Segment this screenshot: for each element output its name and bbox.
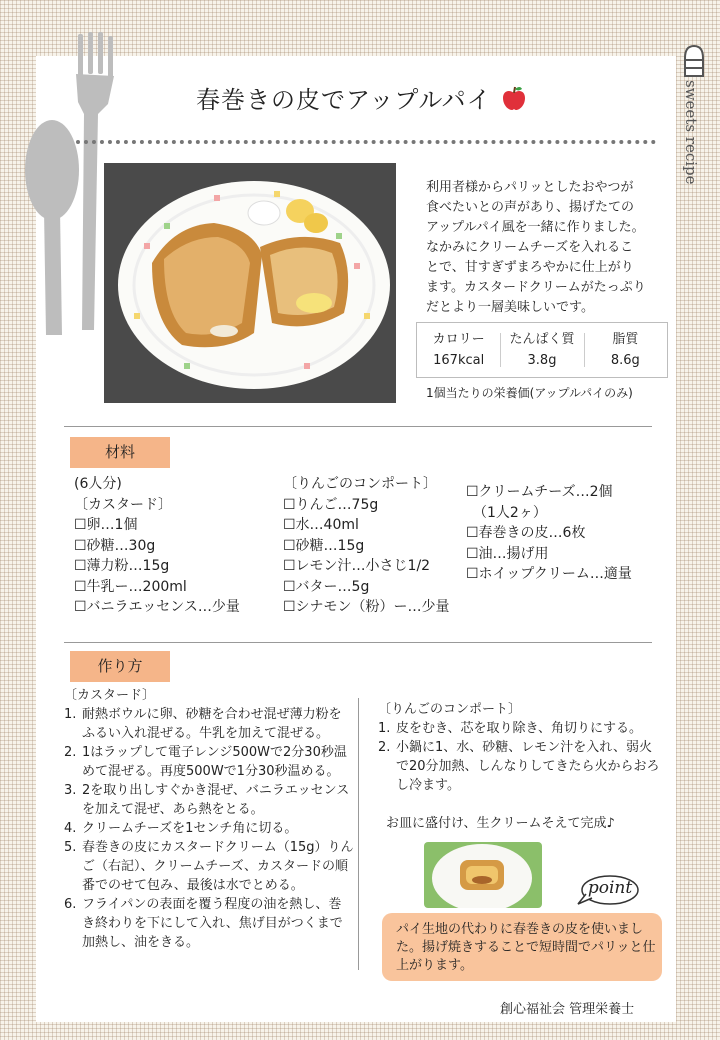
ingredient-item: ☐水…40ml bbox=[283, 517, 359, 533]
page-title bbox=[196, 80, 528, 115]
step-text: フライパンの表面を覆う程度の油を熱し、巻き終わりを下にして入れ、焦げ目がつくまで加熱し、油をきる。 bbox=[82, 897, 343, 950]
dish-photo bbox=[104, 163, 396, 403]
step-item bbox=[64, 895, 354, 952]
custard-label: 〔カスタード〕 bbox=[64, 688, 156, 703]
custard-steps bbox=[64, 686, 354, 952]
step-item bbox=[64, 819, 354, 838]
side-label: sweets recipe bbox=[682, 80, 700, 185]
step-number: 1. bbox=[378, 721, 391, 736]
apple-icon bbox=[500, 84, 528, 112]
ingredient-item: ☐卵…1個 bbox=[74, 517, 138, 533]
section-divider bbox=[64, 642, 652, 643]
intro-line: だとより一層美味しいです。 bbox=[426, 300, 594, 315]
step-text: 耐熱ボウルに卵、砂糖を合わせ混ぜ薄力粉をふるい入れ混ぜる。牛乳を加えて混ぜる。 bbox=[82, 707, 342, 741]
intro-line: 利用者様からパリッとしたおやつが bbox=[426, 180, 634, 195]
nutrition-label: たんぱく質 bbox=[509, 332, 575, 347]
ingredient-item: （1人2ヶ） bbox=[466, 504, 547, 521]
step-text: 春巻きの皮にカスタードクリーム（15g）りんご（右記）、クリームチーズ、カスタードの順番でのせて包み、最後は水でとめる。 bbox=[82, 840, 354, 893]
step-number: 6. bbox=[64, 897, 77, 912]
nutrition-protein bbox=[500, 323, 583, 377]
intro-line: 食べたいとの声があり、揚げたての bbox=[426, 200, 635, 215]
ingredient-item: ☐油…揚げ用 bbox=[466, 545, 549, 562]
nutrition-fat bbox=[584, 323, 667, 377]
step-number: 2. bbox=[64, 745, 77, 760]
compote-label: 〔りんごのコンポート〕 bbox=[378, 702, 522, 717]
step-number: 4. bbox=[64, 821, 77, 836]
finished-photo bbox=[424, 842, 542, 908]
intro-line: なかみにクリームチーズを入れるこ bbox=[426, 240, 634, 255]
nutrition-label: カロリー bbox=[432, 332, 485, 347]
ingredient-item: ☐薄力粉…15g bbox=[74, 558, 170, 574]
ingredient-item: ☐砂糖…30g bbox=[74, 537, 156, 554]
nutrition-table bbox=[416, 322, 668, 378]
ingredient-item: ☐ホイップクリーム…適量 bbox=[466, 566, 632, 582]
intro-line: ます。カスタードクリームがたっぷり bbox=[426, 280, 646, 295]
signature: 創心福祉会 管理栄養士 bbox=[500, 1002, 635, 1017]
title-divider bbox=[76, 140, 656, 144]
step-number: 1. bbox=[64, 707, 77, 722]
finish-text: お皿に盛付け、生クリームそえて完成♪ bbox=[386, 816, 615, 831]
ingredient-item: ☐砂糖…15g bbox=[283, 537, 365, 554]
intro-line: アップルパイ風を一緒に作りました。 bbox=[426, 220, 645, 235]
method-heading: 作り方 bbox=[70, 651, 170, 682]
ingredient-item: ☐レモン汁…小さじ1/2 bbox=[283, 558, 431, 574]
ingredients-heading: 材料 bbox=[70, 437, 170, 468]
step-item bbox=[378, 738, 662, 795]
ingredients-col-1 bbox=[74, 474, 240, 618]
ingredient-item: ☐バニラエッセンス…少量 bbox=[74, 599, 240, 615]
ingredient-item: ☐バター…5g bbox=[283, 578, 370, 595]
nutrition-value: 3.8g bbox=[527, 353, 557, 368]
step-number: 5. bbox=[64, 840, 77, 855]
dish-image bbox=[104, 163, 396, 403]
nutrition-calories bbox=[417, 323, 500, 377]
title-text: 春巻きの皮でアップルパイ bbox=[196, 86, 492, 114]
ingredients-col-3 bbox=[466, 482, 632, 585]
ingredients-col-2 bbox=[283, 474, 450, 618]
step-text: クリームチーズを1センチ角に切る。 bbox=[82, 821, 298, 836]
step-text: 小鍋に1、水、砂糖、レモン汁を入れ、弱火で20分加熱、しんなりしてきたら火からおろし冷ます。 bbox=[396, 740, 660, 793]
step-number: 2. bbox=[378, 740, 391, 755]
step-item bbox=[378, 719, 662, 738]
step-item bbox=[64, 743, 354, 781]
finished-dish-image bbox=[424, 842, 542, 908]
column-divider bbox=[358, 698, 359, 970]
side-tab bbox=[682, 44, 706, 204]
point-box: パイ生地の代わりに春巻きの皮を使いました。揚げ焼きすることで短時間でパリッと仕上がります。 bbox=[382, 913, 662, 981]
ingredient-item: 〔カスタード〕 bbox=[74, 496, 172, 513]
step-item bbox=[64, 781, 354, 819]
point-label: point bbox=[587, 878, 633, 898]
step-item bbox=[64, 838, 354, 895]
ingredient-item: ☐クリームチーズ…2個 bbox=[466, 484, 613, 500]
nutrition-label: 脂質 bbox=[612, 332, 639, 347]
ingredient-item: (6人分) bbox=[74, 476, 122, 492]
step-item bbox=[64, 705, 354, 743]
nutrition-value: 167kcal bbox=[433, 353, 485, 368]
ingredient-item: ☐牛乳ー…200ml bbox=[74, 578, 187, 595]
nutrition-value: 8.6g bbox=[610, 353, 640, 368]
step-text: 1はラップして電子レンジ500Wで2分30秒温めて混ぜる。再度500Wで1分30秒温める。 bbox=[82, 745, 347, 779]
ingredient-item: 〔りんごのコンポート〕 bbox=[283, 476, 437, 492]
intro-text bbox=[426, 178, 666, 318]
intro-line: とで、甘すぎずまろやかに仕上がり bbox=[426, 260, 634, 275]
step-text: 2を取り出しすぐかき混ぜ、バニラエッセンスを加えて混ぜ、あら熱をとる。 bbox=[82, 783, 350, 817]
nutrition-note: 1個当たりの栄養価(アップルパイのみ) bbox=[426, 386, 633, 400]
point-badge bbox=[576, 872, 640, 908]
sweets-jar-icon bbox=[682, 44, 706, 78]
step-number: 3. bbox=[64, 783, 77, 798]
section-divider bbox=[64, 426, 652, 427]
ingredient-item: ☐りんご…75g bbox=[283, 496, 379, 513]
step-text: 皮をむき、芯を取り除き、角切りにする。 bbox=[396, 721, 642, 736]
ingredient-item: ☐シナモン（粉）ー…少量 bbox=[283, 599, 450, 615]
ingredient-item: ☐春巻きの皮…6枚 bbox=[466, 525, 586, 541]
compote-steps bbox=[378, 700, 662, 795]
